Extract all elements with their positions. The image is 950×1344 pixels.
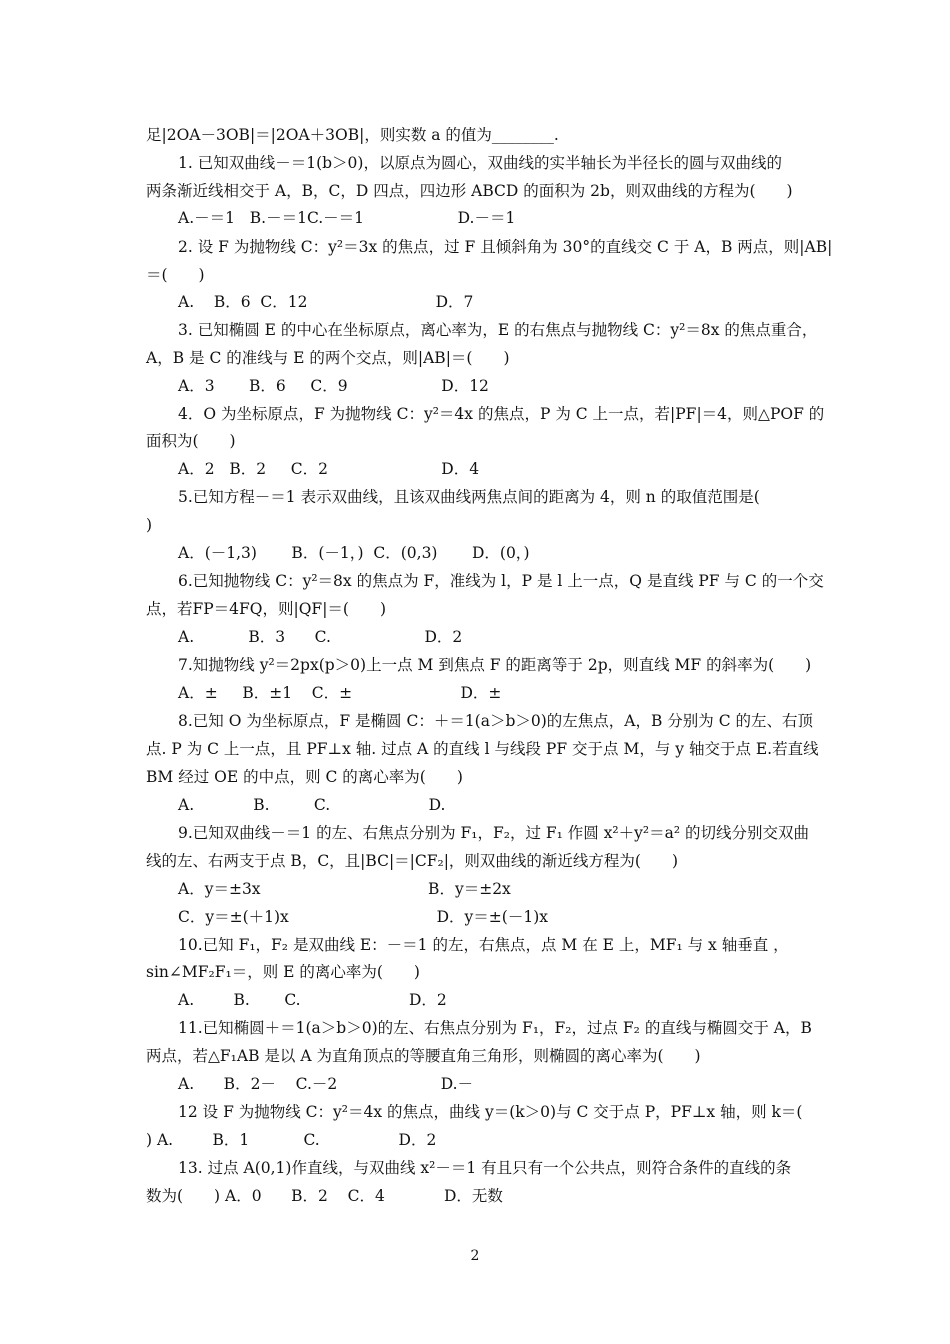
text-line: 7.知抛物线 y²＝2px(p＞0)上一点 M 到焦点 F 的距离等于 2p，则直线 MF 的斜率为( ) [178,656,812,674]
text-line: ) [146,516,153,534]
text-line: 5.已知方程－＝1 表示双曲线，且该双曲线两焦点间的距离为 4，则 n 的取值范围是( [178,488,760,506]
text-line: 11.已知椭圆＋＝1(a＞b＞0)的左、右焦点分别为 F₁，F₂，过点 F₂ 的直线与椭圆交于 A，B [178,1019,812,1037]
text-line: A．3 B．6 C．9 D．12 [178,377,489,395]
text-line: A，B 是 C 的准线与 E 的两个交点，则|AB|＝( ) [146,349,510,367]
text-line: C．y＝±(＋1)x D．y＝±(－1)x [178,908,548,926]
text-line: A. B. C. D. [178,796,446,814]
text-line: A.－＝1 B.－＝1C.－＝1 D.－＝1 [178,209,516,227]
text-line: A. B．3 C. D．2 [178,628,463,646]
text-line: 2. 设 F 为抛物线 C：y²＝3x 的焦点，过 F 且倾斜角为 30°的直线交 C 于 A，B 两点，则|AB| [178,238,833,256]
text-line: A．y＝±3x B．y＝±2x [178,880,511,898]
text-line: 8.已知 O 为坐标原点，F 是椭圆 C：＋＝1(a＞b＞0)的左焦点，A，B 分别为 C 的左、右顶 [178,712,814,730]
text-line: A．2 B．2 C．2 D．4 [178,460,480,478]
text-line: sin∠MF₂F₁＝，则 E 的离心率为( ) [146,963,420,981]
text-line: 3. 已知椭圆 E 的中心在坐标原点，离心率为，E 的右焦点与抛物线 C：y²＝8x 的焦点重合， [178,321,818,339]
text-line: 足|2OA－3OB|＝|2OA＋3OB|，则实数 a 的值为________. [146,126,559,144]
text-line: 点，若FP＝4FQ，则|QF|＝( ) [146,600,387,618]
page-number: 2 [470,1248,480,1264]
text-line: A．(－1,3) B．(－1，) C．(0,3) D．(0，) [178,544,530,562]
text-line: 12 设 F 为抛物线 C：y²＝4x 的焦点，曲线 y＝(k＞0)与 C 交于点 P，PF⊥x 轴，则 k＝( [178,1103,803,1121]
text-line: 4．O 为坐标原点，F 为抛物线 C：y²＝4x 的焦点，P 为 C 上一点，若|PF|＝4，则△POF 的 [178,405,825,423]
text-line: A．± B．±1 C．± D．± [178,684,502,702]
text-line: 线的左、右两支于点 B，C，且|BC|＝|CF₂|，则双曲线的渐近线方程为( ) [146,852,679,870]
text-line: A. B．6 C．12 D．7 [178,293,474,311]
text-line: ＝( ) [146,266,205,284]
text-line: A. B. C. D．2 [178,991,447,1009]
text-line: ) A. B．1 C. D．2 [146,1131,437,1149]
text-line: 面积为( ) [146,432,236,450]
text-line: 数为( ) A．0 B．2 C．4 D．无数 [146,1187,503,1205]
text-line: 点. P 为 C 上一点，且 PF⊥x 轴. 过点 A 的直线 l 与线段 PF 交于点 M，与 y 轴交于点 E.若直线 [146,740,819,758]
text-line: 13. 过点 A(0,1)作直线，与双曲线 x²－＝1 有且只有一个公共点，则符合条件的直线的条 [178,1159,792,1177]
text-line: 两点，若△F₁AB 是以 A 为直角顶点的等腰直角三角形，则椭圆的离心率为( ) [146,1047,701,1065]
text-line: A. B．2－ C.－2 D.－ [178,1075,474,1093]
text-line: BM 经过 OE 的中点，则 C 的离心率为( ) [146,768,463,786]
text-line: 6.已知抛物线 C：y²＝8x 的焦点为 F，准线为 l，P 是 l 上一点，Q 是直线 PF 与 C 的一个交 [178,572,824,590]
text-line: 1. 已知双曲线－＝1(b＞0)，以原点为圆心，双曲线的实半轴长为半径长的圆与双曲线的 [178,154,782,172]
text-line: 两条渐近线相交于 A，B，C，D 四点，四边形 ABCD 的面积为 2b，则双曲线的方程为( ) [146,182,793,200]
text-line: 9.已知双曲线－＝1 的左、右焦点分别为 F₁，F₂，过 F₁ 作圆 x²＋y²＝a² 的切线分别交双曲 [178,824,809,842]
text-line: 10.已知 F₁，F₂ 是双曲线 E：－＝1 的左，右焦点，点 M 在 E 上，MF₁ 与 x 轴垂直 ， [178,936,789,954]
